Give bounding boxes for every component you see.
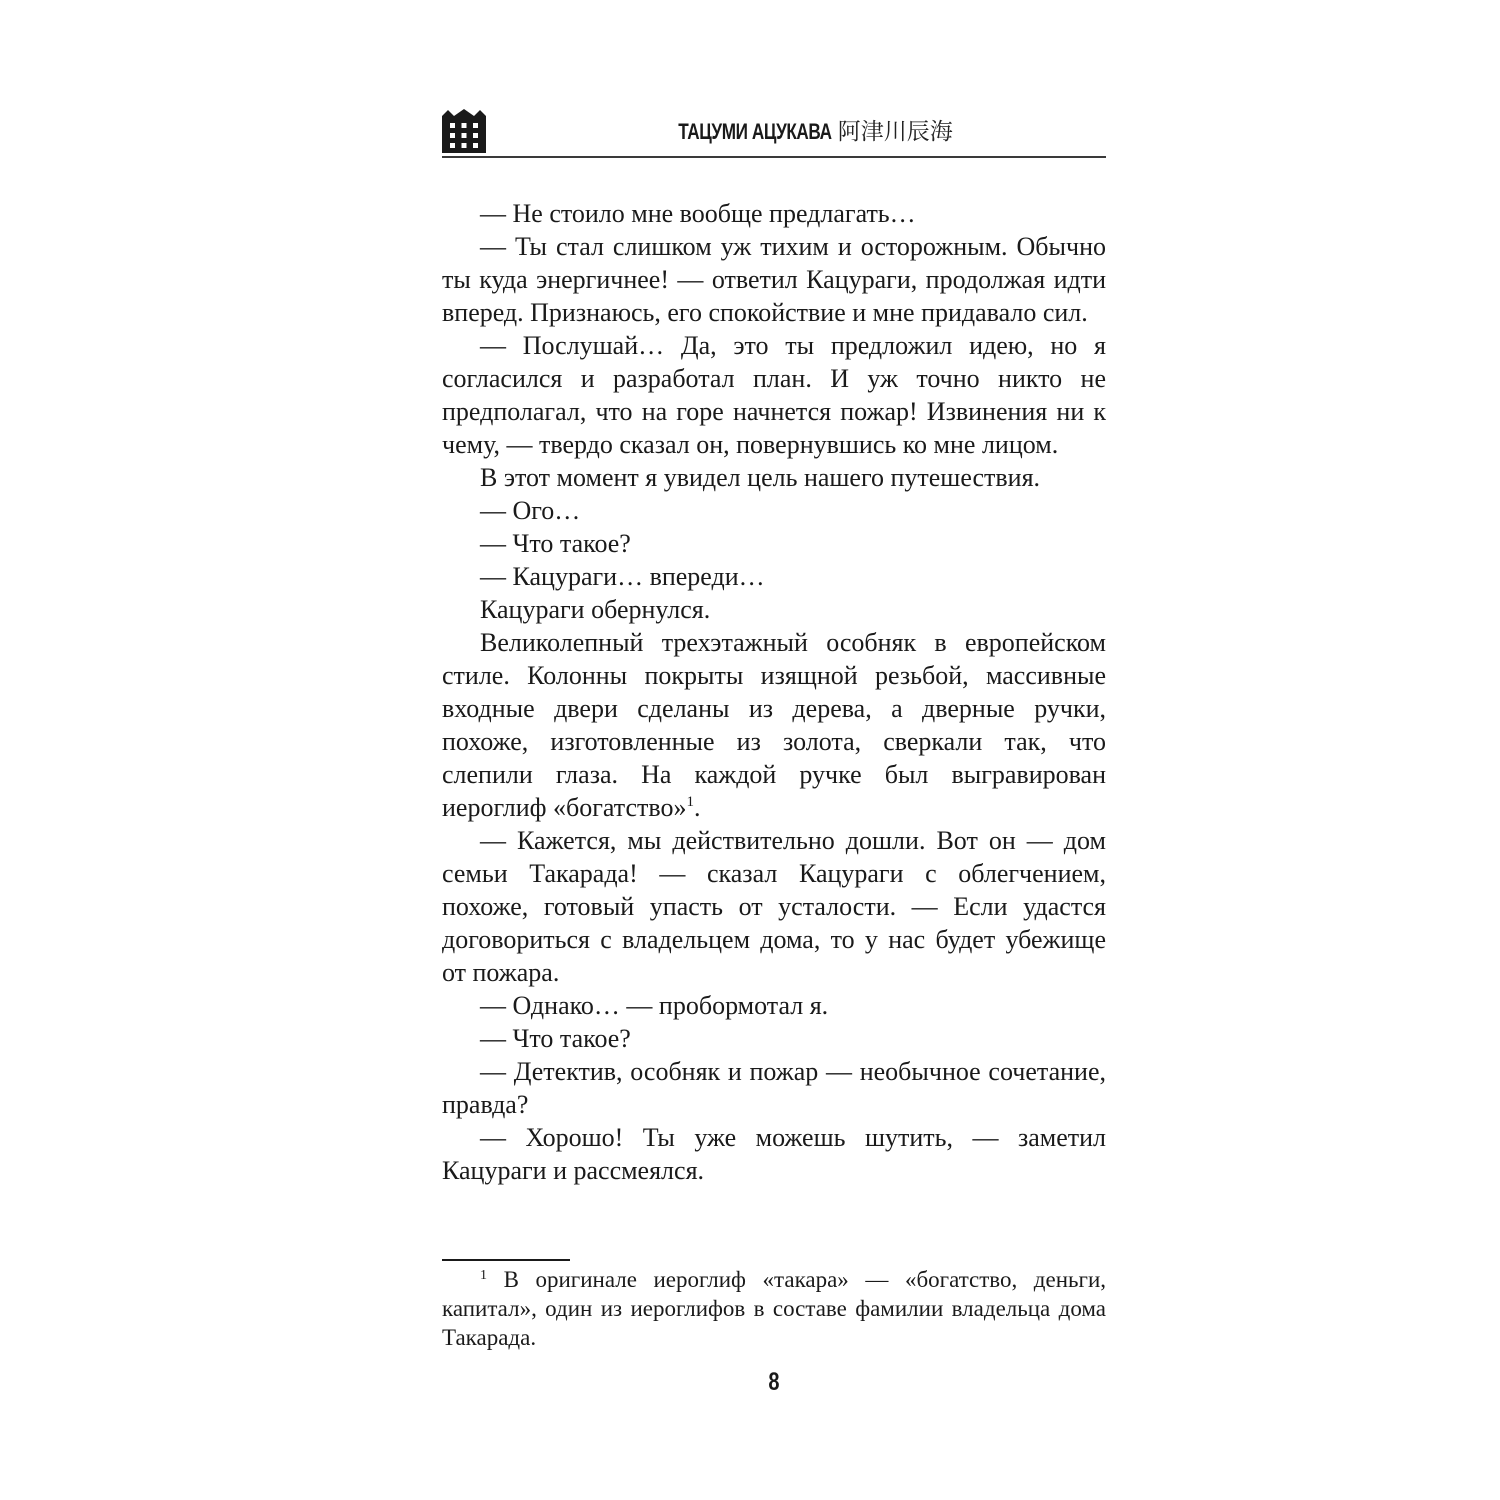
footnote-reference[interactable]: 1 [686, 794, 694, 810]
footnote-item [442, 1265, 1106, 1352]
paragraph: — Кацураги… впереди… [480, 562, 765, 591]
running-head [442, 108, 1106, 158]
page-number-value: 8 [768, 1368, 780, 1396]
paragraph: — Не стоило мне вообще предлагать… [480, 199, 916, 228]
paragraph-with-footnote [442, 626, 1106, 824]
paragraph: Кацураги обернулся. [480, 595, 711, 624]
paragraph: — Хорошо! Ты уже можешь шутить, — заметил Кацураги и рассмеялся. [442, 1123, 1106, 1185]
paragraph: — Ты стал слишком уж тихим и осторожным. Обычно ты куда энергичнее! — ответил Кацураги, продолжая идти вперед. Признаюсь, его спокойствие и мне придавало сил. [442, 232, 1106, 327]
running-head-title [442, 118, 1106, 146]
paragraph: В этот момент я увидел цель нашего путешествия. [480, 463, 1041, 492]
paragraph: — Однако… — пробормотал я. [480, 991, 829, 1020]
body-text [442, 197, 1106, 1187]
paragraph: — Что такое? [480, 1024, 631, 1053]
paragraph-text: Великолепный трехэтажный особняк в европейском стиле. Колонны покрыты изящной резьбой, массивные входные двери сделаны из дерева, а дверные ручки, похоже, изготовленные из золота, сверкали так, что слепили глаза. На каждой ручке был выгравирован иероглиф «богатство» [442, 628, 1106, 822]
author-name: ТАЦУМИ АЦУКАВА [678, 119, 832, 144]
page-number [442, 1368, 1106, 1397]
paragraph: — Послушай… Да, это ты предложил идею, но я согласился и разработал план. И уж точно никто не предполагал, что на горе начнется пожар! Извинения ни к чему, — твердо сказал он, повернувшись ко мне лицом. [442, 331, 1106, 459]
footnote-separator [442, 1259, 570, 1261]
book-page [442, 108, 1106, 1396]
footnote-text: В оригинале иероглиф «такара» — «богатство, деньги, капитал», один из иероглифов в составе фамилии владельца дома Такарада. [442, 1267, 1106, 1350]
paragraph: — Что такое? [480, 529, 631, 558]
author-name-kanji: 阿津川辰海 [837, 119, 953, 145]
paragraph: — Детектив, особняк и пожар — необычное сочетание, правда? [442, 1057, 1106, 1119]
paragraph-tail: . [693, 793, 701, 822]
paragraph: — Кажется, мы действительно дошли. Вот он — дом семьи Такарада! — сказал Кацураги с облегчением, похоже, готовый упасть от усталости. — Если удастся договориться с владельцем дома, то у нас будет убежище от пожара. [442, 826, 1106, 987]
paragraph: — Ого… [480, 496, 581, 525]
footnote-marker: 1 [480, 1268, 487, 1283]
footnote [442, 1265, 1106, 1352]
